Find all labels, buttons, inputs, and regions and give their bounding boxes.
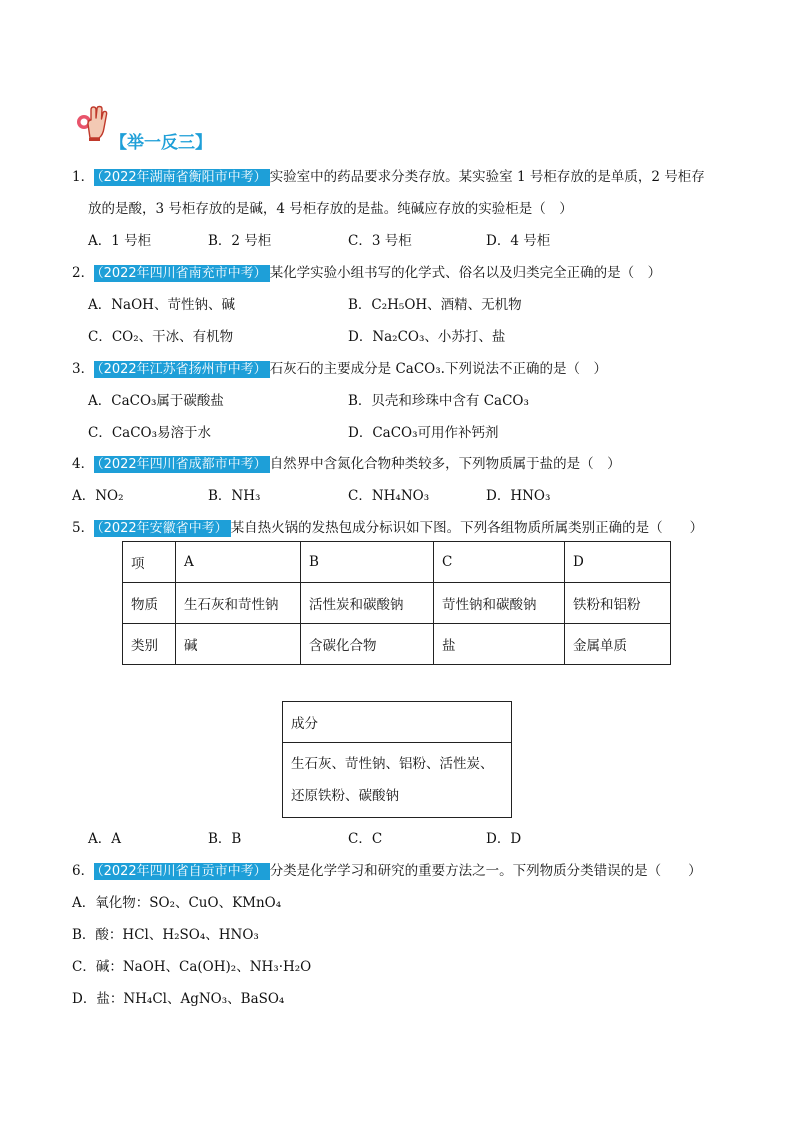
question-number: 1． — [72, 169, 95, 185]
question-stem: 石灰石的主要成分是 CaCO₃.下列说法不正确的是（ ） — [269, 361, 607, 377]
table-cell: 类别 — [123, 624, 176, 665]
table-cell: 铁粉和铝粉 — [565, 583, 671, 624]
option-c[interactable]: C．C — [348, 831, 383, 847]
option-c[interactable]: C．CO₂、干冰、有机物 — [88, 329, 234, 345]
table-cell: 苛性钠和碳酸钠 — [434, 583, 565, 624]
table-cell: 盐 — [434, 624, 565, 665]
option-c[interactable]: C．CaCO₃易溶于水 — [88, 425, 212, 441]
table-cell: 生石灰和苛性钠 — [176, 583, 301, 624]
source-tag: （2022年四川省南充市中考） — [94, 265, 270, 282]
question-stem: 实验室中的药品要求分类存放。某实验室 1 号柜存放的是单质，2 号柜存 — [269, 169, 705, 185]
option-d[interactable]: D．4 号柜 — [486, 233, 551, 249]
option-a[interactable]: A．NO₂ — [72, 488, 124, 504]
source-tag: （2022年四川省成都市中考） — [94, 456, 270, 473]
option-d[interactable]: D．盐：NH₄Cl、AgNO₃、BaSO₄ — [72, 991, 285, 1007]
option-c[interactable]: C．3 号柜 — [348, 233, 412, 249]
question-stem: 分类是化学学习和研究的重要方法之一。下列物质分类错误的是（ ） — [269, 863, 702, 879]
option-d[interactable]: D．Na₂CO₃、小苏打、盐 — [348, 329, 506, 345]
source-tag: （2022年安徽省中考） — [94, 520, 231, 537]
option-a[interactable]: A．A — [88, 831, 121, 847]
question-5-line-1 — [72, 516, 703, 536]
question-2-line-1 — [72, 261, 661, 281]
question-4-line-1 — [72, 452, 621, 472]
ingredients-line-2: 还原铁粉、碳酸钠 — [291, 788, 399, 804]
option-b[interactable]: B．酸：HCl、H₂SO₄、HNO₃ — [72, 927, 259, 943]
source-tag: （2022年湖南省衡阳市中考） — [94, 169, 270, 186]
table-cell: 物质 — [123, 583, 176, 624]
table-cell: 活性炭和碳酸钠 — [301, 583, 434, 624]
option-c[interactable]: C．NH₄NO₃ — [348, 488, 430, 504]
table-row — [123, 583, 671, 624]
table-cell: A — [176, 542, 301, 583]
table-cell: D — [565, 542, 671, 583]
question-number: 5． — [72, 520, 95, 536]
ingredients-line-1: 生石灰、苛性钠、铝粉、活性炭、 — [291, 756, 494, 772]
option-a[interactable]: A．氧化物：SO₂、CuO、KMnO₄ — [72, 895, 282, 911]
question-number: 4． — [72, 456, 95, 472]
option-d[interactable]: D．CaCO₃可用作补钙剂 — [348, 425, 499, 441]
source-tag: （2022年江苏省扬州市中考） — [94, 361, 270, 378]
table-cell: 项 — [123, 542, 176, 583]
question-number: 6． — [72, 863, 95, 879]
table-cell: C — [434, 542, 565, 583]
option-d[interactable]: D．HNO₃ — [486, 488, 551, 504]
option-a[interactable]: A．1 号柜 — [88, 233, 152, 249]
table-cell: 碱 — [176, 624, 301, 665]
question-number: 3． — [72, 361, 95, 377]
question-stem: 自然界中含氮化合物种类较多，下列物质属于盐的是（ ） — [269, 456, 621, 472]
option-b[interactable]: B．贝壳和珍珠中含有 CaCO₃ — [348, 393, 529, 409]
question-number: 2． — [72, 265, 95, 281]
option-a[interactable]: A．CaCO₃属于碳酸盐 — [88, 393, 224, 409]
question-1-line-2: 放的是酸，3 号柜存放的是碱，4 号柜存放的是盐。纯碱应存放的实验柜是（ ） — [88, 201, 573, 217]
classification-table — [122, 541, 671, 665]
question-stem: 某化学实验小组书写的化学式、俗名以及归类完全正确的是（ ） — [269, 265, 662, 281]
question-3-line-1 — [72, 357, 607, 377]
table-row — [123, 542, 671, 583]
table-row — [283, 743, 512, 818]
question-1-line-1 — [72, 165, 705, 185]
table-cell: 含碳化合物 — [301, 624, 434, 665]
option-d[interactable]: D．D — [486, 831, 522, 847]
table-cell — [283, 743, 512, 818]
source-tag: （2022年四川省自贡市中考） — [94, 863, 270, 880]
table-cell: 金属单质 — [565, 624, 671, 665]
option-a[interactable]: A．NaOH、苛性钠、碱 — [88, 297, 235, 313]
table-row — [123, 624, 671, 665]
table-row — [283, 702, 512, 743]
section-title: 【举一反三】 — [110, 133, 212, 153]
option-b[interactable]: B．C₂H₅OH、酒精、无机物 — [348, 297, 522, 313]
question-6-line-1 — [72, 859, 702, 879]
table-cell: 成分 — [283, 702, 512, 743]
table-cell: B — [301, 542, 434, 583]
hand-icon — [74, 104, 108, 142]
option-b[interactable]: B．2 号柜 — [208, 233, 272, 249]
ingredients-table — [282, 701, 512, 818]
question-stem: 某自热火锅的发热包成分标识如下图。下列各组物质所属类别正确的是（ ） — [230, 520, 704, 536]
option-b[interactable]: B．NH₃ — [208, 488, 261, 504]
option-b[interactable]: B．B — [208, 831, 242, 847]
option-c[interactable]: C．碱：NaOH、Ca(OH)₂、NH₃·H₂O — [72, 959, 312, 975]
